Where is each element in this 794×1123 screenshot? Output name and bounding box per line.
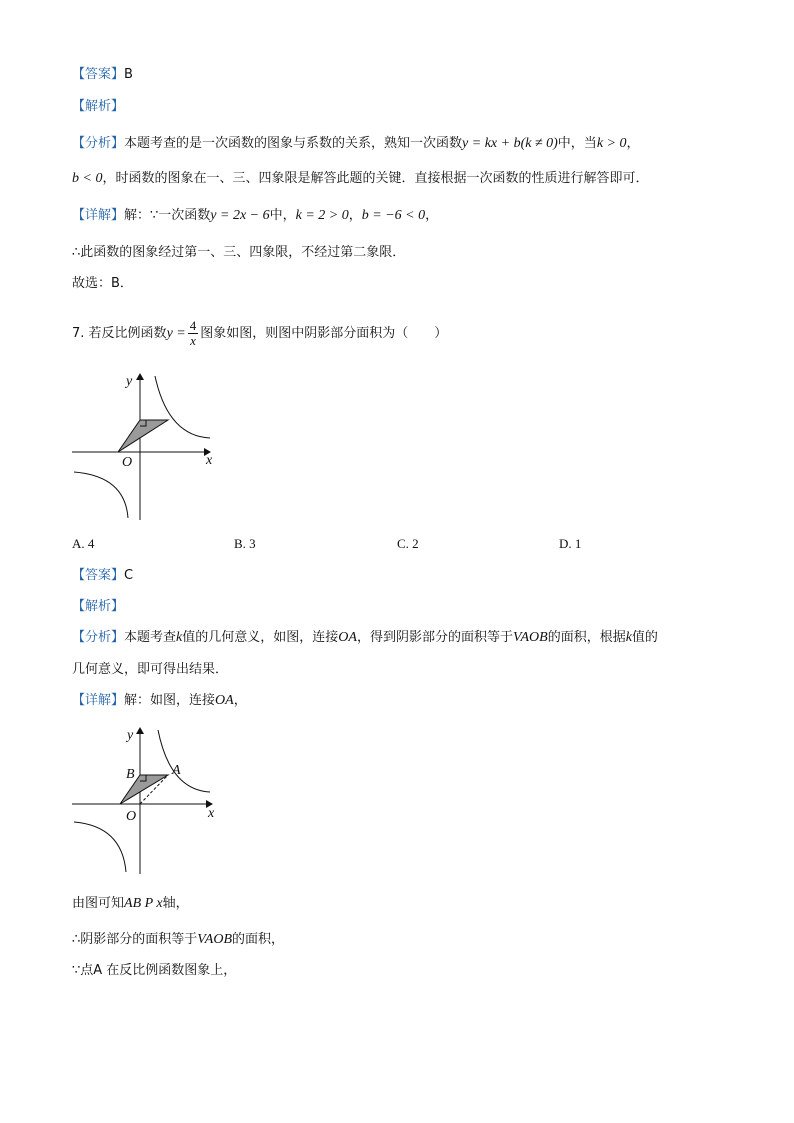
q6-detail-formula2: k = 2 > 0 bbox=[295, 208, 349, 223]
q6-fenxi-formula1: y = kx + b(k ≠ 0) bbox=[462, 136, 558, 151]
q6-fenxi-formula3: b < 0 bbox=[72, 171, 103, 186]
q7-analysis-tag: 【解析】 bbox=[72, 599, 125, 614]
q6-conclusion: ∴此函数的图象经过第一、三、四象限，不经过第二象限． bbox=[72, 245, 406, 260]
q7-option-d[interactable]: D. 1 bbox=[559, 536, 582, 551]
q6-answer-tag: 【答案】 bbox=[72, 67, 125, 82]
x-axis-label: x bbox=[206, 453, 213, 468]
q7-fenxi-text3: ，得到阴影部分的面积等于 bbox=[356, 630, 513, 645]
q7-number: 7. bbox=[72, 326, 85, 341]
shaded-triangle bbox=[118, 420, 168, 452]
point-b-label: B bbox=[126, 767, 135, 782]
origin-label: O bbox=[126, 809, 137, 824]
q6-fenxi-text4: ，时函数的图象在一、三、四象限是解答此题的关键．直接根据一次函数的性质进行解答即可． bbox=[102, 171, 649, 186]
q7-option-b[interactable]: B. 3 bbox=[234, 536, 256, 551]
q6-fenxi-text1: 本题考查的是一次函数的图象与系数的关系，熟知一次函数 bbox=[124, 136, 463, 151]
q7-stem-y: y = bbox=[166, 326, 186, 341]
q7-fenxi-k1: k bbox=[176, 630, 183, 645]
q7-known-formula: AB P x bbox=[124, 896, 163, 911]
q7-fraction bbox=[188, 319, 199, 348]
q7-analysis-heading bbox=[72, 598, 124, 616]
q7-option-c[interactable]: C. 2 bbox=[397, 536, 419, 551]
q7-detail-tag: 【详解】 bbox=[72, 693, 125, 708]
q7-detail-text: 解：如图，连接 bbox=[124, 693, 216, 708]
q6-fenxi-formula2: k > 0 bbox=[596, 136, 627, 151]
q7-stem-after: 图象如图，则图中阴影部分面积为（ ） bbox=[200, 326, 448, 341]
q7-fenxi-text1: 本题考查 bbox=[124, 630, 177, 645]
q7-therefore-text1: ∴阴影部分的面积等于 bbox=[72, 932, 198, 947]
hyperbola-branch-q3 bbox=[74, 822, 126, 872]
q7-fenxi-tag: 【分析】 bbox=[72, 630, 125, 645]
q7-stem bbox=[72, 316, 447, 352]
q7-detail-oa: OA bbox=[215, 693, 234, 708]
q6-fenxi-line1 bbox=[72, 135, 640, 153]
q6-fenxi-text2: 中，当 bbox=[557, 136, 597, 151]
q7-fenxi-text5: 值的 bbox=[631, 630, 658, 645]
q7-figure-2 bbox=[70, 724, 222, 876]
point-a-label: A bbox=[172, 763, 181, 778]
q7-known-text2: 轴， bbox=[162, 896, 189, 911]
q7-frac-den: x bbox=[190, 333, 196, 348]
q7-answer-line bbox=[72, 567, 133, 585]
q6-detail-formula3: b = −6 < 0 bbox=[361, 208, 426, 223]
q6-detail-formula1: y = 2x − 6 bbox=[210, 208, 270, 223]
q7-because-line: ∵点A 在反比例函数图象上， bbox=[72, 963, 237, 978]
q7-answer-tag: 【答案】 bbox=[72, 568, 125, 583]
q7-detail-line bbox=[72, 692, 247, 710]
hyperbola-branch-q3 bbox=[74, 472, 128, 518]
q7-fenxi-oa: OA bbox=[338, 630, 357, 645]
origin-label: O bbox=[122, 455, 133, 470]
q6-fenxi-line2 bbox=[72, 170, 648, 188]
q7-therefore-line bbox=[72, 931, 284, 949]
q7-answer-value: C bbox=[124, 568, 134, 583]
hyperbola-branch-q1 bbox=[155, 376, 210, 438]
q7-fenxi-text2: 值的几何意义，如图，连接 bbox=[182, 630, 339, 645]
q7-fenxi-k2: k bbox=[625, 630, 632, 645]
q6-detail-line bbox=[72, 207, 438, 225]
q6-detail-text2: 中， bbox=[269, 208, 296, 223]
q6-detail-text3: ， bbox=[348, 208, 362, 223]
q6-choose: 故选：B． bbox=[72, 276, 133, 291]
q7-known-text1: 由图可知 bbox=[72, 896, 125, 911]
q7-option-a[interactable]: A. 4 bbox=[72, 536, 95, 551]
q7-fenxi-line1 bbox=[72, 629, 658, 647]
q6-analysis-tag: 【解析】 bbox=[72, 99, 125, 114]
q7-detail-end: ， bbox=[233, 693, 247, 708]
x-axis-label: x bbox=[208, 806, 215, 821]
q7-known-line bbox=[72, 895, 189, 913]
q7-stem-before: 若反比例函数 bbox=[88, 326, 167, 341]
hyperbola-branch-q1 bbox=[158, 730, 210, 792]
q6-detail-text1: 解：∵一次函数 bbox=[124, 208, 211, 223]
q7-fenxi-line2: 几何意义，即可得出结果． bbox=[72, 662, 229, 677]
q6-detail-tag: 【详解】 bbox=[72, 208, 125, 223]
q6-answer-line bbox=[72, 66, 133, 84]
q6-analysis-heading bbox=[72, 98, 124, 116]
q6-fenxi-tag: 【分析】 bbox=[72, 136, 125, 151]
q7-frac-num: 4 bbox=[189, 318, 197, 333]
q7-therefore-formula: VAOB bbox=[197, 932, 233, 947]
y-axis-label: y bbox=[126, 374, 133, 389]
y-axis-label: y bbox=[127, 728, 134, 743]
q7-fenxi-aob: VAOB bbox=[512, 630, 548, 645]
q7-fenxi-text4: 的面积，根据 bbox=[547, 630, 626, 645]
q7-therefore-text2: 的面积， bbox=[232, 932, 285, 947]
q6-fenxi-text3: ， bbox=[626, 136, 640, 151]
q6-detail-text4: ， bbox=[425, 208, 439, 223]
q7-figure-1 bbox=[70, 368, 220, 523]
q6-answer-value: B bbox=[124, 67, 133, 82]
